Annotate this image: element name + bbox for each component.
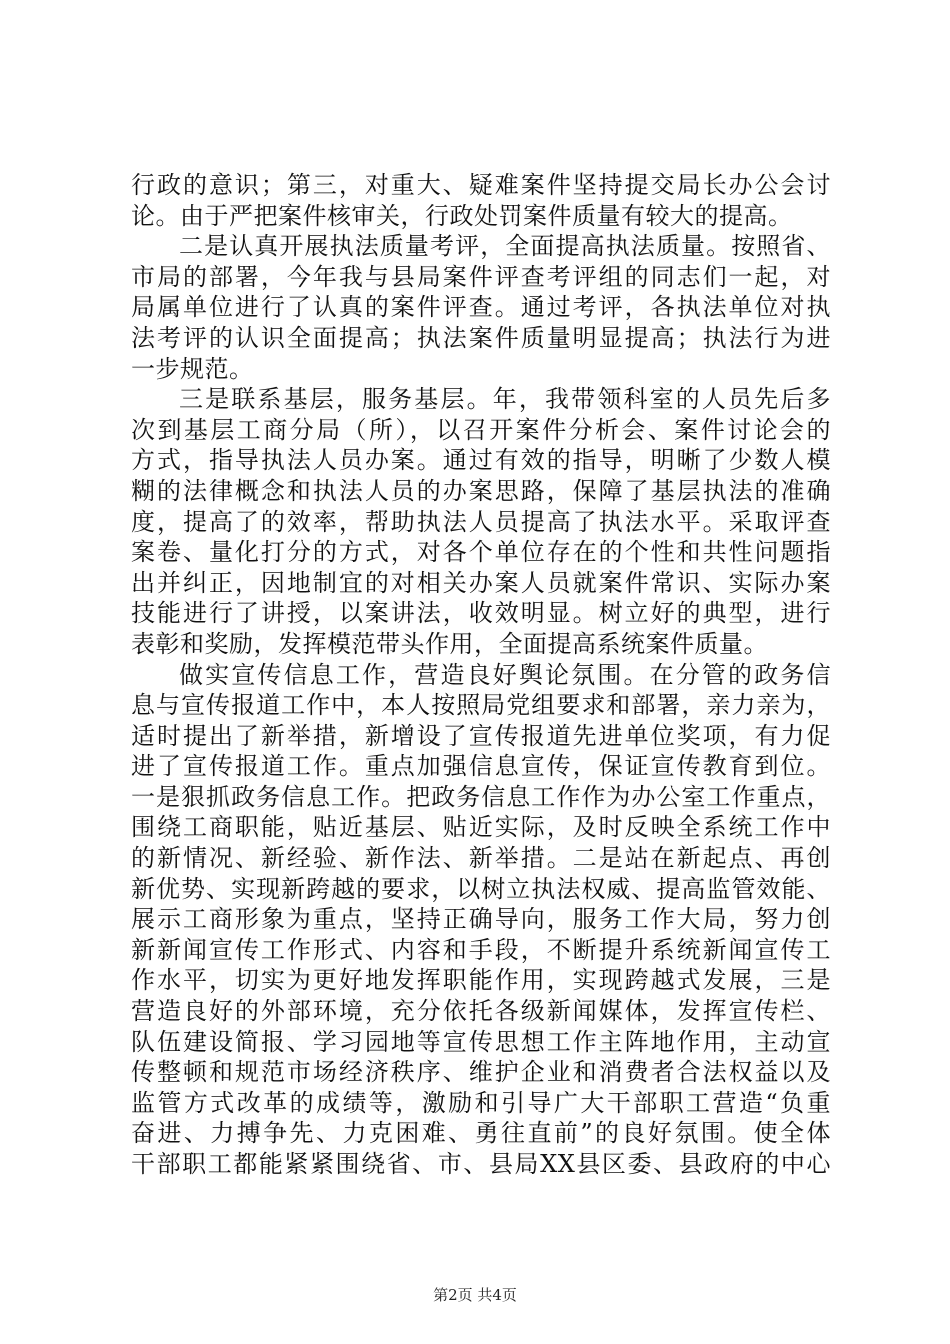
text-line: 三是联系基层，服务基层。年，我带领科室的人员先后多 bbox=[179, 385, 831, 414]
text-line: 干部职工都能紧紧围绕省、市、县局XX县区委、县政府的中心 bbox=[131, 1150, 831, 1178]
text-line: 围绕工商职能，贴近基层、贴近实际，及时反映全系统工作中 bbox=[131, 813, 831, 842]
text-line: 局属单位进行了认真的案件评查。通过考评，各执法单位对执 bbox=[131, 293, 831, 322]
text-line: 一是狠抓政务信息工作。把政务信息工作作为办公室工作重点， bbox=[131, 782, 831, 811]
text-line: 技能进行了讲授，以案讲法，收效明显。树立好的典型，进行 bbox=[131, 599, 831, 628]
text-line: 适时提出了新举措，新增设了宣传报道先进单位奖项，有力促 bbox=[131, 721, 831, 750]
text-line: 队伍建设简报、学习园地等宣传思想工作主阵地作用，主动宣 bbox=[131, 1027, 831, 1056]
text-line: 进了宣传报道工作。重点加强信息宣传，保证宣传教育到位。 bbox=[131, 752, 831, 781]
text-line: 的新情况、新经验、新作法、新举措。二是站在新起点、再创 bbox=[131, 844, 831, 873]
text-line: 营造良好的外部环境，充分依托各级新闻媒体，发挥宣传栏、 bbox=[131, 997, 831, 1026]
text-line: 新新闻宣传工作形式、内容和手段，不断提升系统新闻宣传工 bbox=[131, 935, 831, 964]
text-line: 市局的部署，今年我与县局案件评查考评组的同志们一起，对 bbox=[131, 262, 831, 291]
text-line: 糊的法律概念和执法人员的办案思路，保障了基层执法的准确 bbox=[131, 476, 831, 505]
text-line: 新优势、实现新跨越的要求，以树立执法权威、提高监管效能、 bbox=[131, 874, 831, 903]
text-line: 监管方式改革的成绩等，激励和引导广大干部职工营造“负重 bbox=[131, 1088, 831, 1117]
document-body bbox=[131, 170, 831, 1180]
text-line: 传整顿和规范市场经济秩序、维护企业和消费者合法权益以及 bbox=[131, 1058, 831, 1087]
text-line: 作水平，切实为更好地发挥职能作用，实现跨越式发展，三是 bbox=[131, 966, 831, 995]
text-line: 表彰和奖励，发挥模范带头作用，全面提高系统案件质量。 bbox=[131, 629, 768, 658]
text-line: 一步规范。 bbox=[131, 354, 254, 383]
text-line: 行政的意识；第三，对重大、疑难案件坚持提交局长办公会讨 bbox=[131, 171, 831, 199]
text-line: 做实宣传信息工作，营造良好舆论氛围。在分管的政务信 bbox=[179, 660, 831, 689]
text-line: 案卷、量化打分的方式，对各个单位存在的个性和共性问题指 bbox=[131, 538, 831, 567]
page-footer bbox=[0, 1284, 950, 1305]
text-line: 法考评的认识全面提高；执法案件质量明显提高；执法行为进 bbox=[131, 323, 831, 352]
text-line: 二是认真开展执法质量考评，全面提高执法质量。按照省、 bbox=[179, 232, 831, 261]
page-number: 第2页 共4页 bbox=[433, 1286, 517, 1304]
text-line: 方式，指导执法人员办案。通过有效的指导，明晰了少数人模 bbox=[131, 446, 831, 475]
text-line: 息与宣传报道工作中，本人按照局党组要求和部署，亲力亲为， bbox=[131, 691, 831, 720]
text-line: 展示工商形象为重点，坚持正确导向，服务工作大局，努力创 bbox=[131, 905, 831, 934]
text-line: 度，提高了的效率，帮助执法人员提高了执法水平。采取评查 bbox=[131, 507, 831, 536]
text-line: 次到基层工商分局（所），以召开案件分析会、案件讨论会的 bbox=[131, 415, 831, 444]
text-line: 论。由于严把案件核审关，行政处罚案件质量有较大的提高。 bbox=[131, 201, 793, 230]
text-line: 出并纠正，因地制宜的对相关办案人员就案件常识、实际办案 bbox=[131, 568, 831, 597]
text-line: 奋进、力搏争先、力克困难、勇往直前”的良好氛围。使全体 bbox=[131, 1119, 831, 1148]
